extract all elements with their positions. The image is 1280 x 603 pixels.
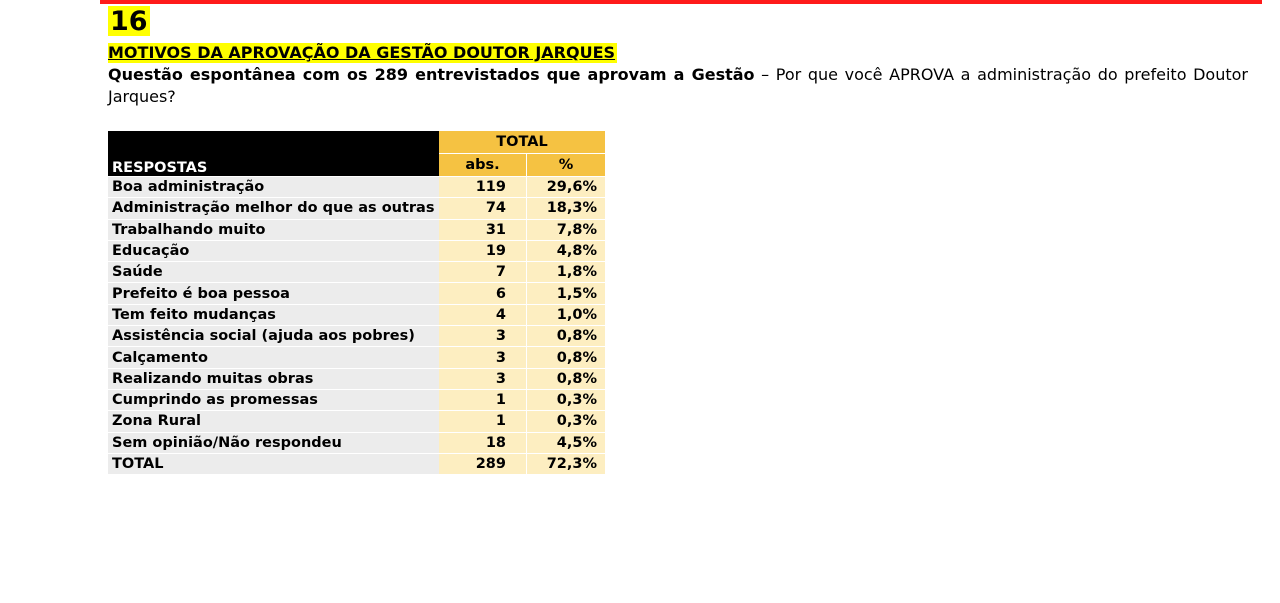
- total-label: TOTAL: [108, 453, 439, 474]
- row-abs: 3: [439, 326, 527, 347]
- question-text: [108, 64, 1248, 108]
- row-label: Educação: [108, 240, 439, 261]
- total-abs: 289: [439, 453, 527, 474]
- row-label: Calçamento: [108, 347, 439, 368]
- row-label: Saúde: [108, 262, 439, 283]
- row-abs: 3: [439, 368, 527, 389]
- row-label: Administração melhor do que as outras: [108, 198, 439, 219]
- row-pct: 18,3%: [527, 198, 606, 219]
- table-row: [108, 411, 605, 432]
- table-row: [108, 326, 605, 347]
- table-row: [108, 347, 605, 368]
- row-abs: 6: [439, 283, 527, 304]
- row-abs: 18: [439, 432, 527, 453]
- row-abs: 1: [439, 411, 527, 432]
- row-pct: 1,5%: [527, 283, 606, 304]
- header-respostas: RESPOSTAS: [108, 131, 439, 177]
- row-label: Zona Rural: [108, 411, 439, 432]
- row-pct: 4,5%: [527, 432, 606, 453]
- table-row: [108, 240, 605, 261]
- row-abs: 31: [439, 219, 527, 240]
- results-table: [108, 131, 605, 474]
- row-abs: 119: [439, 177, 527, 198]
- table-row: [108, 198, 605, 219]
- row-abs: 74: [439, 198, 527, 219]
- row-label: Tem feito mudanças: [108, 304, 439, 325]
- table-row: [108, 389, 605, 410]
- row-label: Sem opinião/Não respondeu: [108, 432, 439, 453]
- row-label: Trabalhando muito: [108, 219, 439, 240]
- row-abs: 7: [439, 262, 527, 283]
- table-row: [108, 368, 605, 389]
- header-abs: abs.: [439, 154, 527, 177]
- row-label: Prefeito é boa pessoa: [108, 283, 439, 304]
- row-label: Realizando muitas obras: [108, 368, 439, 389]
- row-pct: 0,8%: [527, 347, 606, 368]
- table-row: [108, 219, 605, 240]
- table-row: [108, 304, 605, 325]
- row-pct: 0,3%: [527, 389, 606, 410]
- total-pct: 72,3%: [527, 453, 606, 474]
- header-total: TOTAL: [439, 131, 605, 154]
- row-pct: 1,0%: [527, 304, 606, 325]
- table-row: [108, 432, 605, 453]
- row-abs: 19: [439, 240, 527, 261]
- row-pct: 29,6%: [527, 177, 606, 198]
- header-pct: %: [527, 154, 606, 177]
- row-label: Cumprindo as promessas: [108, 389, 439, 410]
- table-row: [108, 262, 605, 283]
- table-row: [108, 283, 605, 304]
- row-pct: 0,3%: [527, 411, 606, 432]
- row-abs: 4: [439, 304, 527, 325]
- total-row: [108, 453, 605, 474]
- question-bold: Questão espontânea com os 289 entrevistados que aprovam a Gestão: [108, 65, 755, 84]
- row-pct: 0,8%: [527, 326, 606, 347]
- page-number: 16: [110, 6, 148, 37]
- row-abs: 3: [439, 347, 527, 368]
- top-red-bar: [100, 0, 1262, 4]
- row-pct: 0,8%: [527, 368, 606, 389]
- row-pct: 1,8%: [527, 262, 606, 283]
- row-pct: 4,8%: [527, 240, 606, 261]
- question-rest: – Por que você APROVA a administração do prefeito Doutor Jarques?: [108, 65, 1248, 106]
- row-abs: 1: [439, 389, 527, 410]
- table-row: [108, 177, 605, 198]
- row-label: Assistência social (ajuda aos pobres): [108, 326, 439, 347]
- row-label: Boa administração: [108, 177, 439, 198]
- section-heading: MOTIVOS DA APROVAÇÃO DA GESTÃO DOUTOR JARQUES: [108, 43, 616, 62]
- row-pct: 7,8%: [527, 219, 606, 240]
